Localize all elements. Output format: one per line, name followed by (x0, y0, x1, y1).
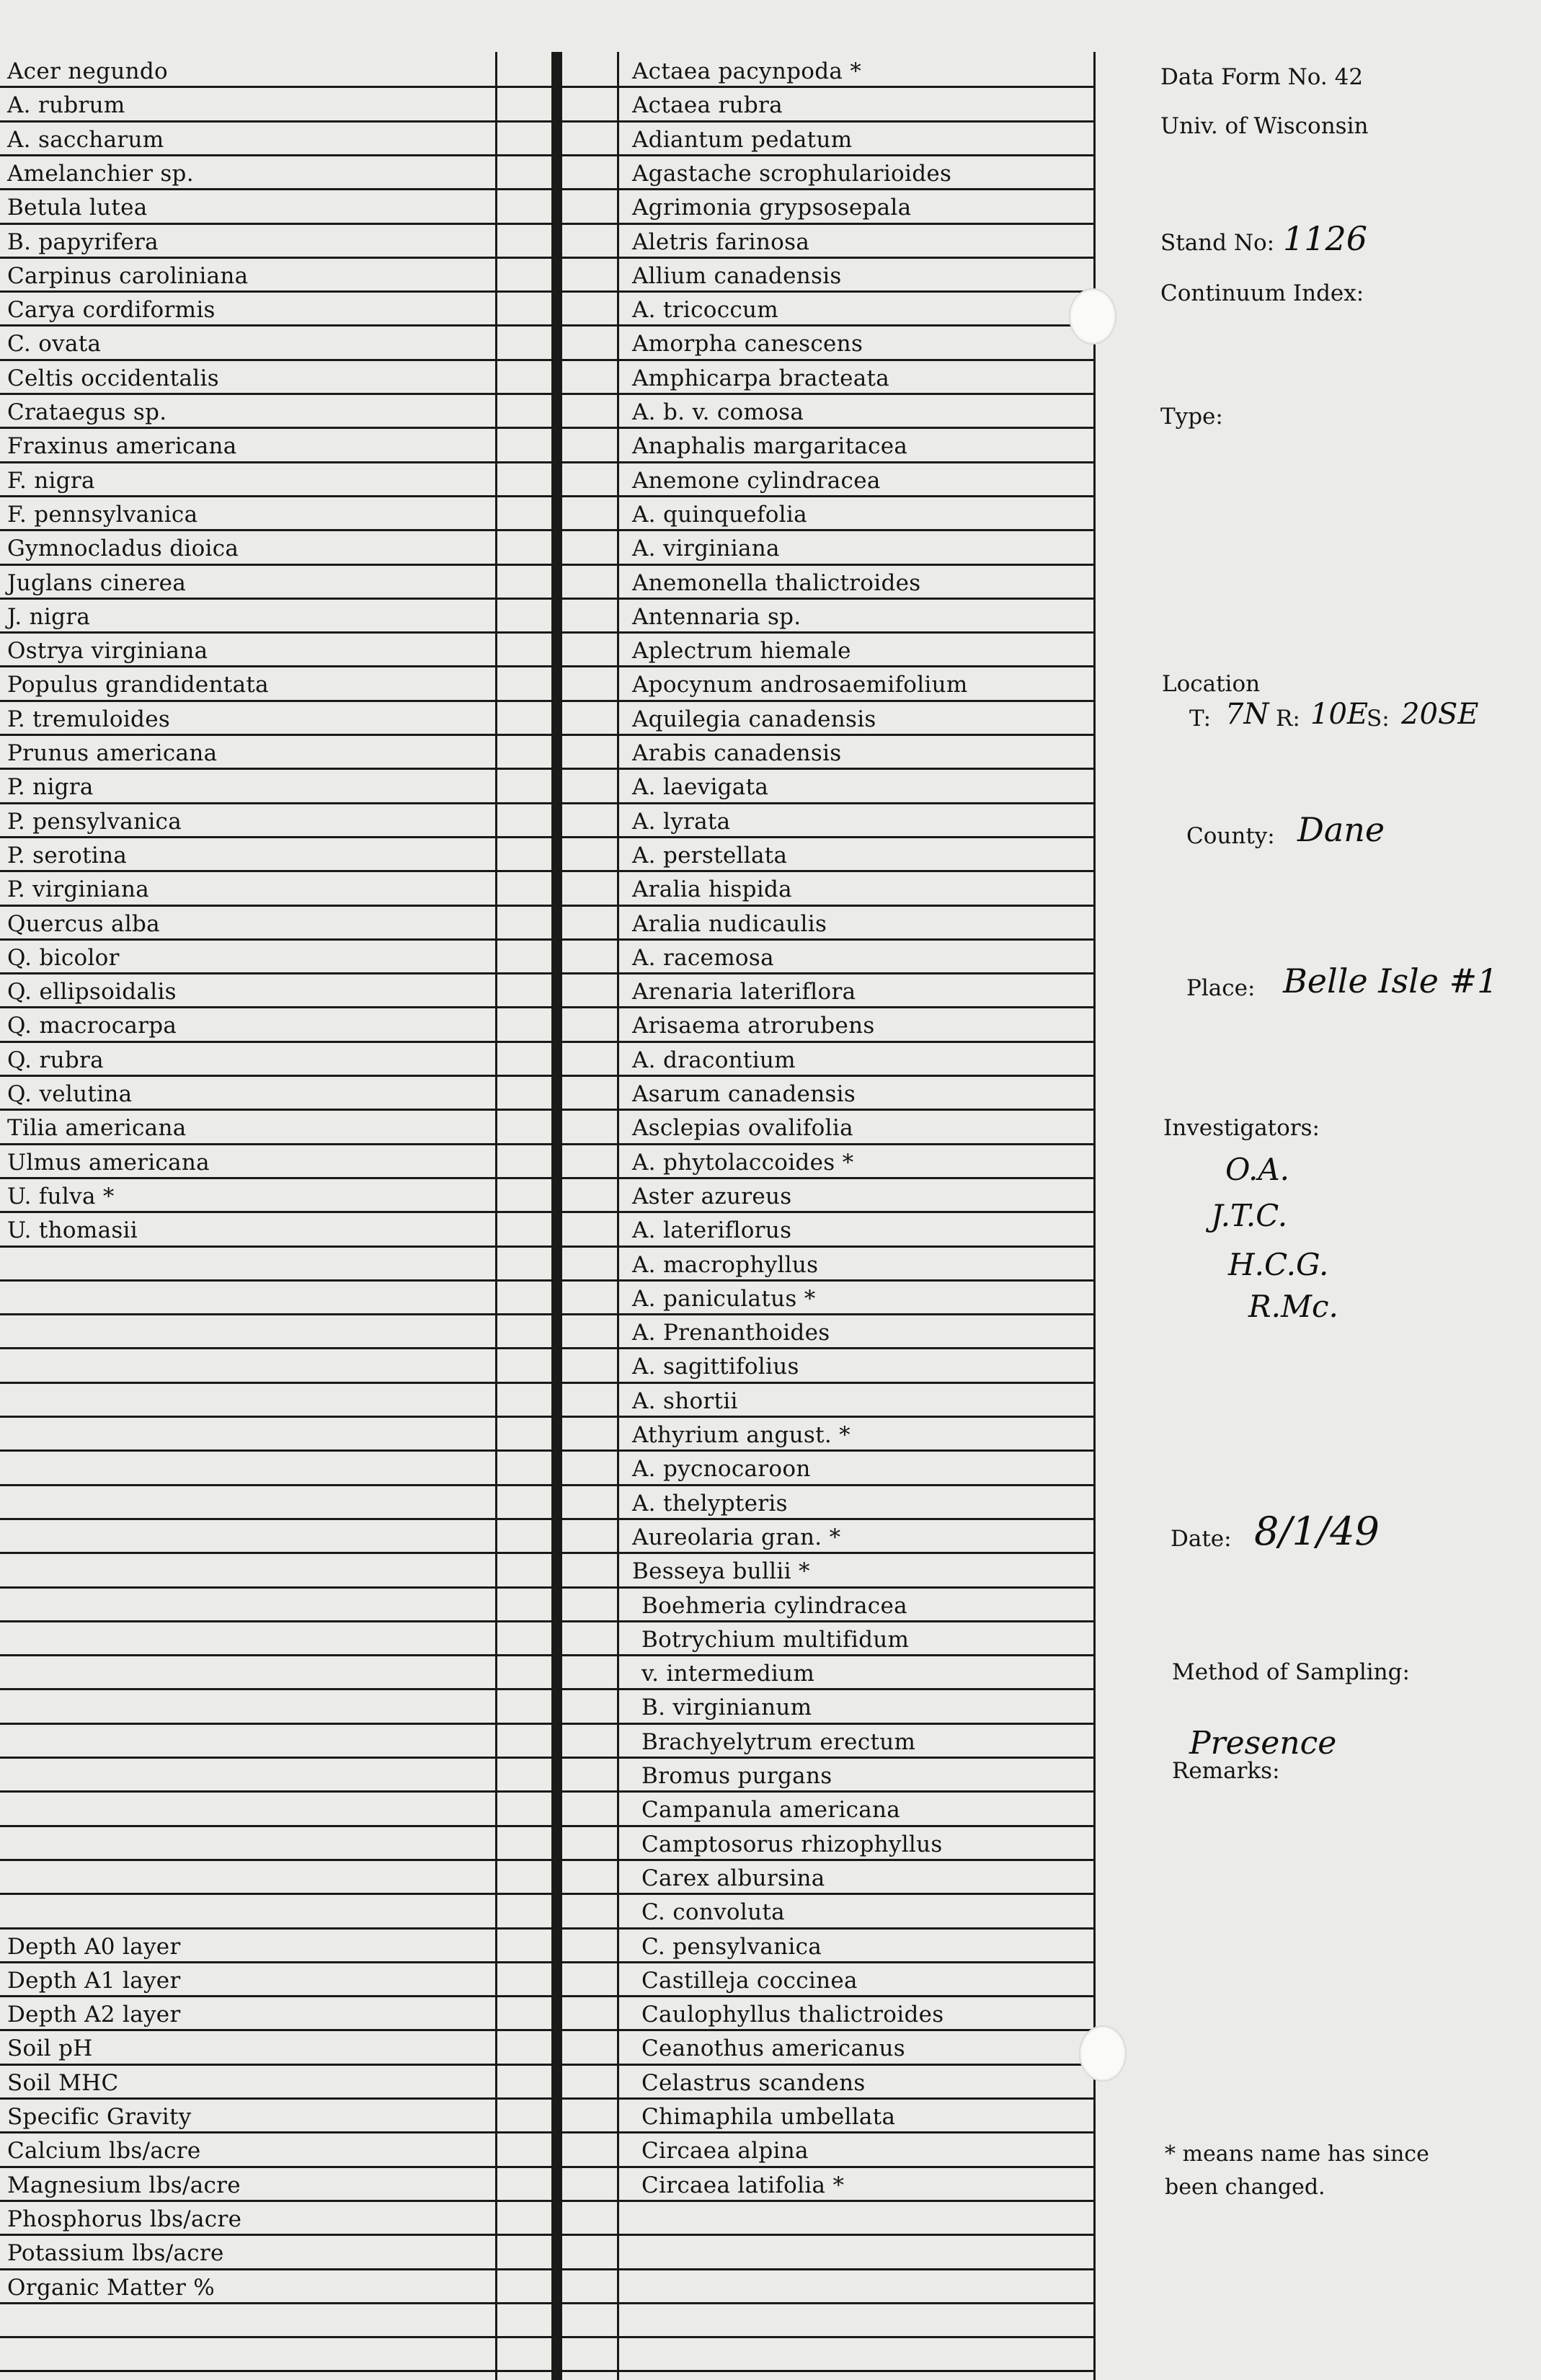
left-list-item: Fraxinus americana (7, 433, 237, 460)
right-list-item: Adiantum pedatum (632, 126, 853, 153)
left-list-item: J. nigra (7, 603, 91, 630)
right-list-item: A. sagittifolius (632, 1354, 799, 1380)
right-list-item: A. paniculatus * (632, 1285, 816, 1312)
right-list-item: A. b. v. comosa (632, 399, 804, 425)
section-value: 20SE (1401, 698, 1479, 731)
table-row-rule (0, 1177, 1093, 1179)
university: Univ. of Wisconsin (1160, 113, 1369, 139)
right-list-item: Anaphalis margaritacea (632, 433, 908, 460)
table-row-rule (0, 1961, 1093, 1963)
right-list-item: A. lateriflorus (632, 1217, 792, 1244)
township-value: 7N (1225, 698, 1269, 731)
table-row-rule (0, 223, 1093, 225)
column-divider-thick (551, 52, 562, 2380)
table-row-rule (0, 1757, 1093, 1759)
left-list-item: Carya cordiformis (7, 297, 216, 324)
table-row-rule (0, 700, 1093, 702)
right-list-item: Agrimonia grypsosepala (632, 195, 912, 221)
left-list-item: Depth A1 layer (7, 1967, 181, 1994)
right-list-item: Circaea alpina (641, 2138, 809, 2164)
left-list-item: Q. rubra (7, 1047, 104, 1073)
right-list-item: Besseya bullii * (632, 1558, 810, 1585)
left-list-item: Specific Gravity (7, 2104, 192, 2130)
county-value: Dane (1297, 810, 1385, 849)
left-list-item: Celtis occidentalis (7, 365, 219, 391)
table-row-rule (0, 290, 1093, 293)
column-divider (495, 52, 497, 2380)
left-list-item: A. rubrum (7, 92, 125, 119)
table-row-rule (0, 1313, 1093, 1315)
table-row-rule (0, 1586, 1093, 1589)
right-list-item: A. pycnocaroon (632, 1456, 811, 1483)
table-row-rule (0, 1723, 1093, 1725)
left-list-item: Crataegus sp. (7, 399, 167, 425)
location-label: Location (1162, 671, 1261, 697)
table-row-rule (0, 393, 1093, 395)
left-list-item: P. serotina (7, 842, 128, 869)
county-label: County: (1186, 823, 1275, 849)
left-list-item: Q. bicolor (7, 944, 120, 971)
right-list-item: Brachyelytrum erectum (641, 1728, 916, 1755)
right-list-item: Castilleja coccinea (641, 1967, 858, 1994)
right-list-item: Amphicarpa bracteata (632, 365, 890, 391)
right-list-item: A. shortii (632, 1387, 738, 1414)
place-label: Place: (1186, 975, 1256, 1001)
date-value: 8/1/49 (1254, 1509, 1380, 1554)
table-row-rule (0, 359, 1093, 361)
right-list-item: Aralia nudicaulis (632, 910, 827, 937)
right-list-item: A. Prenanthoides (632, 1320, 830, 1346)
left-list-item: Acer negundo (7, 58, 168, 84)
left-list-item: F. nigra (7, 467, 95, 494)
right-list-item: A. tricoccum (632, 297, 778, 324)
left-list-item: Organic Matter % (7, 2274, 216, 2301)
table-row-rule (0, 1041, 1093, 1043)
right-list-item: Anemonella thalictroides (632, 569, 921, 596)
table-row-rule (0, 564, 1093, 566)
table-row-rule (0, 2131, 1093, 2133)
table-row-rule (0, 2268, 1093, 2270)
left-list-item: Gymnocladus dioica (7, 536, 239, 562)
table-row-rule (0, 1347, 1093, 1349)
remarks-label: Remarks: (1172, 1758, 1280, 1784)
right-list-item: Agastache scrophularioides (632, 160, 952, 187)
date-label: Date: (1171, 1526, 1232, 1552)
right-list-item: Aureolaria gran. * (632, 1524, 841, 1550)
table-row-rule (0, 734, 1093, 736)
left-list-item: Soil MHC (7, 2069, 119, 2096)
table-row-rule (0, 2029, 1093, 2031)
left-list-item: U. thomasii (7, 1217, 138, 1244)
table-row-rule (0, 905, 1093, 907)
left-list-item: Prunus americana (7, 740, 218, 766)
left-list-item: P. nigra (7, 774, 94, 801)
right-list-item: Aquilegia canadensis (632, 706, 876, 732)
right-list-item: C. convoluta (641, 1899, 785, 1926)
right-list-item: Arabis canadensis (632, 740, 842, 766)
table-row-rule (0, 2370, 1093, 2372)
table-row-rule (0, 1382, 1093, 1384)
right-list-item: A. virginiana (632, 536, 780, 562)
left-list-item: Ulmus americana (7, 1149, 210, 1176)
table-row-rule (0, 529, 1093, 531)
right-list-item: C. pensylvanica (641, 1933, 822, 1960)
left-list-item: Depth A0 layer (7, 1933, 181, 1960)
right-list-item: Aplectrum hiemale (632, 638, 851, 665)
stand-label: Stand No: (1160, 230, 1275, 256)
left-list-item: P. virginiana (7, 876, 149, 903)
left-list-item: F. pennsylvanica (7, 501, 198, 528)
right-list-item: Aralia hispida (632, 876, 792, 903)
table-row-rule (0, 1449, 1093, 1452)
table-row-rule (0, 154, 1093, 156)
right-list-item: Asclepias ovalifolia (632, 1115, 853, 1142)
right-list-item: A. thelypteris (632, 1490, 788, 1517)
left-list-item: Ostrya virginiana (7, 638, 208, 665)
table-row-rule (0, 2336, 1093, 2338)
footnote: * means name has since been changed. (1165, 2141, 1429, 2200)
table-row-rule (0, 1995, 1093, 1997)
table-row-rule (0, 2097, 1093, 2100)
table-row-rule (0, 1143, 1093, 1145)
right-list-item: Bromus purgans (641, 1763, 832, 1789)
right-list-item: Arenaria lateriflora (632, 979, 856, 1005)
left-list-item: Depth A2 layer (7, 2002, 181, 2028)
table-row-rule (0, 2200, 1093, 2202)
investigators-label: Investigators: (1163, 1115, 1320, 1141)
table-row-rule (0, 1006, 1093, 1008)
table-row-rule (0, 1552, 1093, 1554)
table-row-rule (0, 836, 1093, 838)
section-label: S: (1367, 706, 1390, 732)
left-list-item: Populus grandidentata (7, 672, 269, 698)
right-list-item: Carex albursina (641, 1865, 825, 1891)
right-list-item: Allium canadensis (632, 262, 842, 289)
table-row-rule (0, 1620, 1093, 1622)
right-list-item: Antennaria sp. (632, 603, 801, 630)
right-list-item: Camptosorus rhizophyllus (641, 1831, 943, 1857)
left-list-item: Soil pH (7, 2035, 93, 2062)
table-row-rule (0, 1688, 1093, 1690)
investigator-name: J.T.C. (1211, 1198, 1288, 1233)
left-list-item: C. ovata (7, 331, 102, 358)
table-row-rule (0, 495, 1093, 497)
right-list-item: A. macrophyllus (632, 1251, 819, 1278)
place-value: Belle Isle #1 (1283, 962, 1498, 1000)
table-row-rule (0, 427, 1093, 429)
range-value: 10E (1310, 698, 1369, 731)
right-list-item: Ceanothus americanus (641, 2035, 905, 2062)
right-list-item: Actaea rubra (632, 92, 783, 119)
stand-value: 1126 (1283, 219, 1368, 258)
left-list-item: Juglans cinerea (7, 569, 187, 596)
investigator-name: H.C.G. (1228, 1247, 1329, 1282)
right-list-item: Campanula americana (641, 1797, 901, 1824)
left-list-item: Q. macrocarpa (7, 1013, 177, 1039)
right-list-item: A. dracontium (632, 1047, 796, 1073)
left-list-item: Q. velutina (7, 1081, 133, 1107)
left-list-item: Potassium lbs/acre (7, 2240, 224, 2267)
table-row-rule (0, 1075, 1093, 1077)
left-list-item: A. saccharum (7, 126, 164, 153)
table-row-rule (0, 1416, 1093, 1418)
left-list-item: Tilia americana (7, 1115, 187, 1142)
left-list-item: P. pensylvanica (7, 808, 182, 835)
table-row-rule (0, 598, 1093, 600)
right-list-item: Aletris farinosa (632, 228, 810, 255)
left-list-item: Calcium lbs/acre (7, 2138, 201, 2164)
right-list-item: Anemone cylindracea (632, 467, 881, 494)
table-row-rule (0, 768, 1093, 770)
punch-hole (1079, 2025, 1127, 2082)
left-list-item: Carpinus caroliniana (7, 262, 249, 289)
table-row-rule (0, 1859, 1093, 1861)
right-list-item: Aster azureus (632, 1183, 792, 1209)
right-list-item: Botrychium multifidum (641, 1626, 910, 1653)
right-list-item: A. lyrata (632, 808, 731, 835)
table-row-rule (0, 802, 1093, 804)
right-list-item: Boehmeria cylindracea (641, 1592, 907, 1619)
table-row-rule (0, 2064, 1093, 2066)
method-value: Presence (1189, 1725, 1337, 1762)
right-list-item: v. intermedium (641, 1661, 815, 1687)
table-row-rule (0, 1109, 1093, 1111)
left-list-item: Magnesium lbs/acre (7, 2172, 241, 2198)
table-row-rule (0, 324, 1093, 327)
table-row-rule (0, 938, 1093, 941)
table-row-rule (0, 1790, 1093, 1793)
right-list-item: Asarum canadensis (632, 1081, 856, 1107)
left-list-item: Quercus alba (7, 910, 160, 937)
table-row-rule (0, 1825, 1093, 1827)
right-list-item: B. virginianum (641, 1695, 812, 1721)
table-row-rule (0, 1484, 1093, 1486)
form-number: Data Form No. 42 (1160, 64, 1364, 90)
range-label: R: (1276, 706, 1300, 732)
table-row-rule (0, 1927, 1093, 1930)
right-list-item: Celastrus scandens (641, 2069, 866, 2096)
table-row-rule (0, 257, 1093, 259)
table-row-rule (0, 86, 1093, 88)
table-row-rule (0, 2302, 1093, 2304)
table-row-rule (0, 870, 1093, 872)
right-list-item: A. laevigata (632, 774, 769, 801)
right-list-item: Caulophyllus thalictroides (641, 2002, 944, 2028)
column-divider (617, 52, 619, 2380)
right-list-item: A. phytolaccoides * (632, 1149, 854, 1176)
table-row-rule (0, 2234, 1093, 2236)
township-label: T: (1189, 706, 1212, 732)
right-list-item: Circaea latifolia * (641, 2172, 845, 2198)
left-list-item: P. tremuloides (7, 706, 171, 732)
right-list-item: Amorpha canescens (632, 331, 863, 358)
table-row-rule (0, 665, 1093, 667)
table-row-rule (0, 120, 1093, 123)
table-row-rule (0, 1518, 1093, 1520)
right-list-item: Chimaphila umbellata (641, 2104, 896, 2130)
investigator-name: O.A. (1225, 1152, 1290, 1187)
right-list-item: Arisaema atrorubens (632, 1013, 875, 1039)
investigator-name: R.Mc. (1248, 1289, 1338, 1324)
right-list-item: A. racemosa (632, 944, 774, 971)
table-row-rule (0, 461, 1093, 463)
table-row-rule (0, 1279, 1093, 1282)
punch-hole (1069, 288, 1116, 345)
table-row-rule (0, 631, 1093, 634)
left-list-item: Amelanchier sp. (7, 160, 194, 187)
continuum-index-label: Continuum Index: (1160, 280, 1364, 306)
right-list-item: Actaea pacynpoda * (632, 58, 862, 84)
table-row-rule (0, 1654, 1093, 1656)
left-list-item: Q. ellipsoidalis (7, 979, 177, 1005)
left-list-item: Betula lutea (7, 195, 148, 221)
right-list-item: Athyrium angust. * (632, 1422, 851, 1448)
method-label: Method of Sampling: (1172, 1659, 1410, 1685)
right-list-item: A. quinquefolia (632, 501, 807, 528)
table-row-rule (0, 1211, 1093, 1213)
left-list-item: Phosphorus lbs/acre (7, 2206, 242, 2232)
table-row-rule (0, 2166, 1093, 2168)
left-list-item: U. fulva * (7, 1183, 115, 1209)
table-row-rule (0, 972, 1093, 974)
table-row-rule (0, 188, 1093, 190)
right-list-item: Apocynum androsaemifolium (632, 672, 968, 698)
table-row-rule (0, 1893, 1093, 1895)
left-list-item: B. papyrifera (7, 228, 159, 255)
table-row-rule (0, 1245, 1093, 1248)
type-label: Type: (1160, 404, 1223, 430)
right-list-item: A. perstellata (632, 842, 788, 869)
